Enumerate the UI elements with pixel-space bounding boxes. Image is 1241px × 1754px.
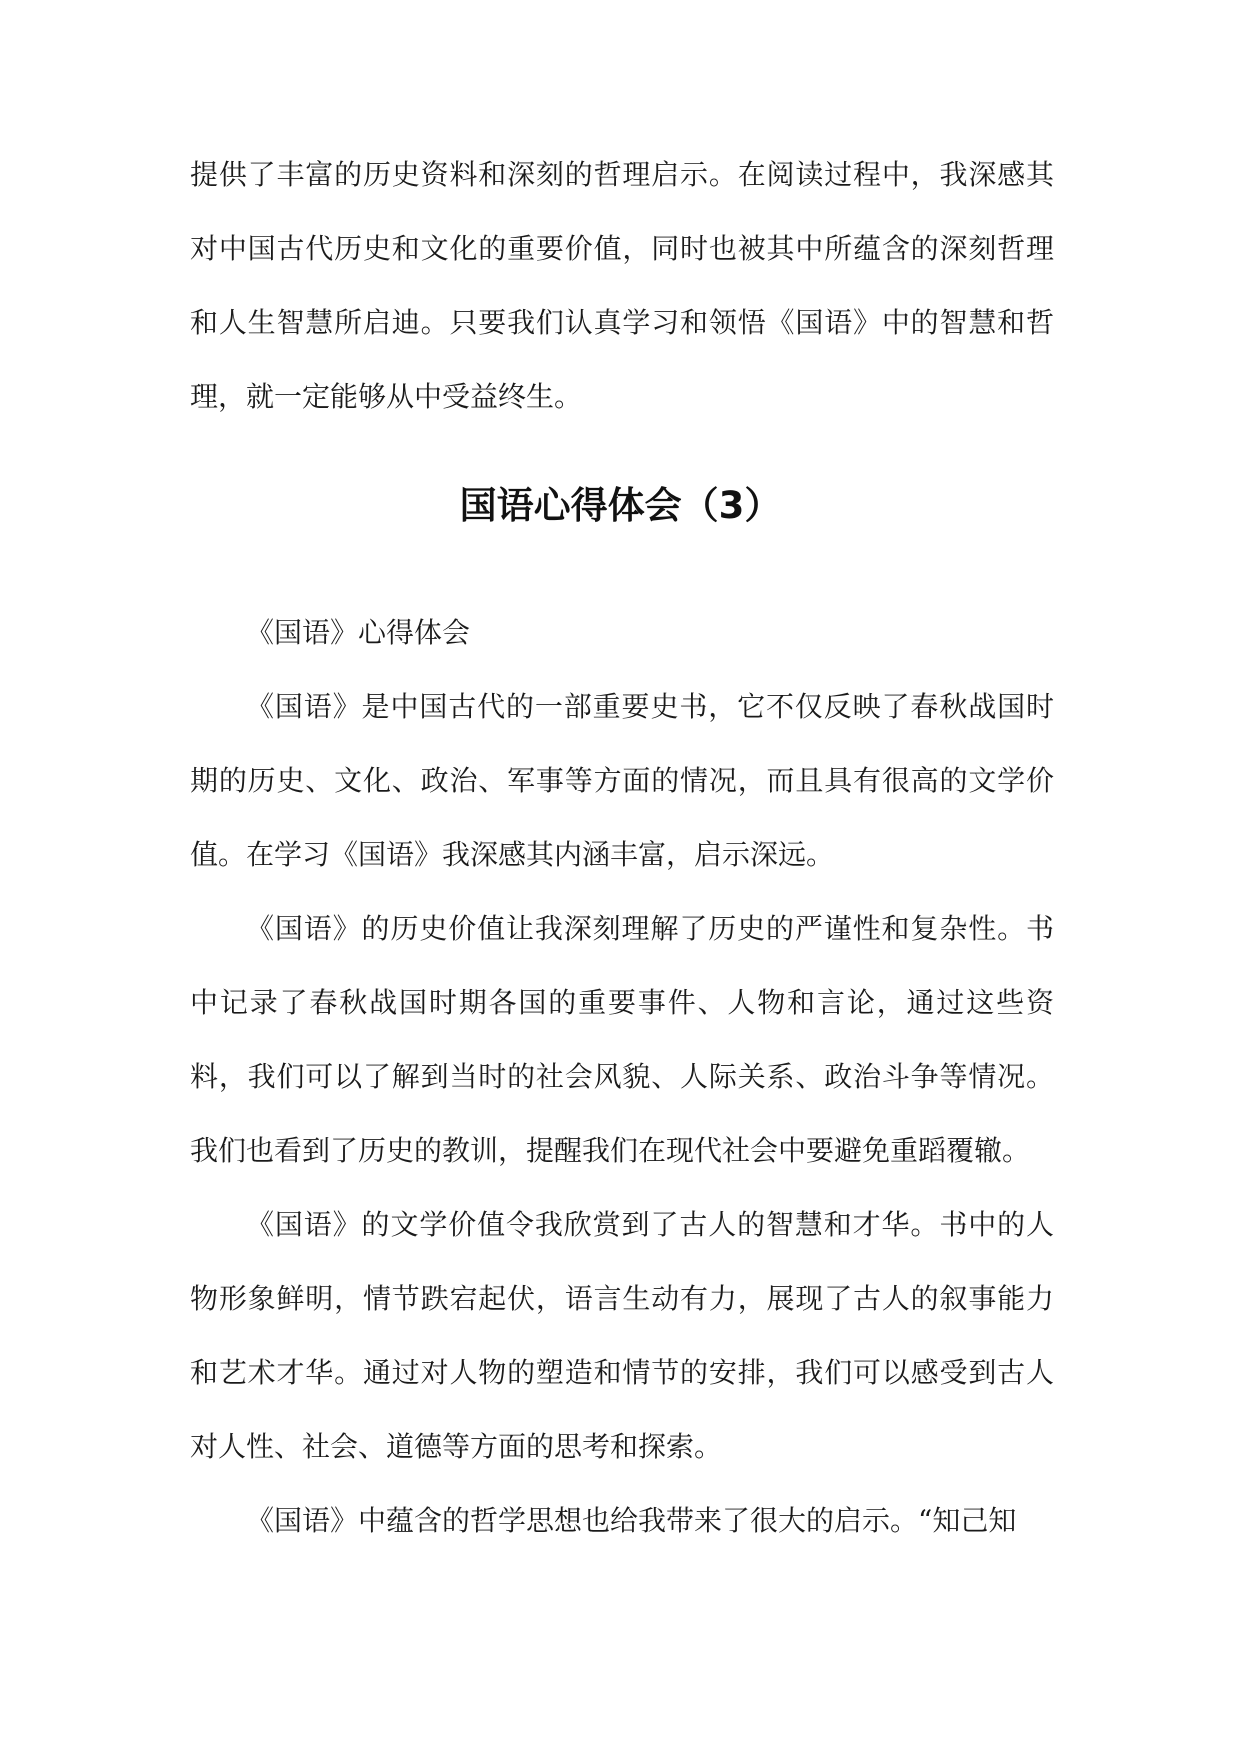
paragraph: 《国语》中蕴含的哲学思想也给我带来了很大的启示。“知己知 (246, 1504, 1017, 1537)
section-title: 国语心得体会（3） (459, 484, 782, 527)
body-text-block (190, 596, 1054, 1558)
paragraph: 《国语》的文学价值令我欣赏到了古人的智慧和才华。书中的人物形象鲜明，情节跌宕起伏，语言生动有力，展现了古人的叙事能力和艺术才华。通过对人物的塑造和情节的安排，我们可以感受到古人对人性、社会、道德等方面的思考和探索。 (190, 1208, 1054, 1463)
paragraph: 《国语》是中国古代的一部重要史书，它不仅反映了春秋战国时期的历史、文化、政治、军事等方面的情况，而且具有很高的文学价值。在学习《国语》我深感其内涵丰富，启示深远。 (190, 690, 1054, 871)
intro-paragraph: 提供了丰富的历史资料和深刻的哲理启示。在阅读过程中，我深感其对中国古代历史和文化的重要价值，同时也被其中所蕴含的深刻哲理和人生智慧所启迪。只要我们认真学习和领悟《国语》中的智慧和哲理，就一定能够从中受益终生。 (190, 158, 1054, 413)
paragraph: 《国语》的历史价值让我深刻理解了历史的严谨性和复杂性。书中记录了春秋战国时期各国的重要事件、人物和言论，通过这些资料，我们可以了解到当时的社会风貌、人际关系、政治斗争等情况。我们也看到了历史的教训，提醒我们在现代社会中要避免重蹈覆辙。 (190, 912, 1054, 1167)
paragraph-subtitle: 《国语》心得体会 (246, 616, 471, 649)
intro-text-block (190, 138, 1054, 434)
